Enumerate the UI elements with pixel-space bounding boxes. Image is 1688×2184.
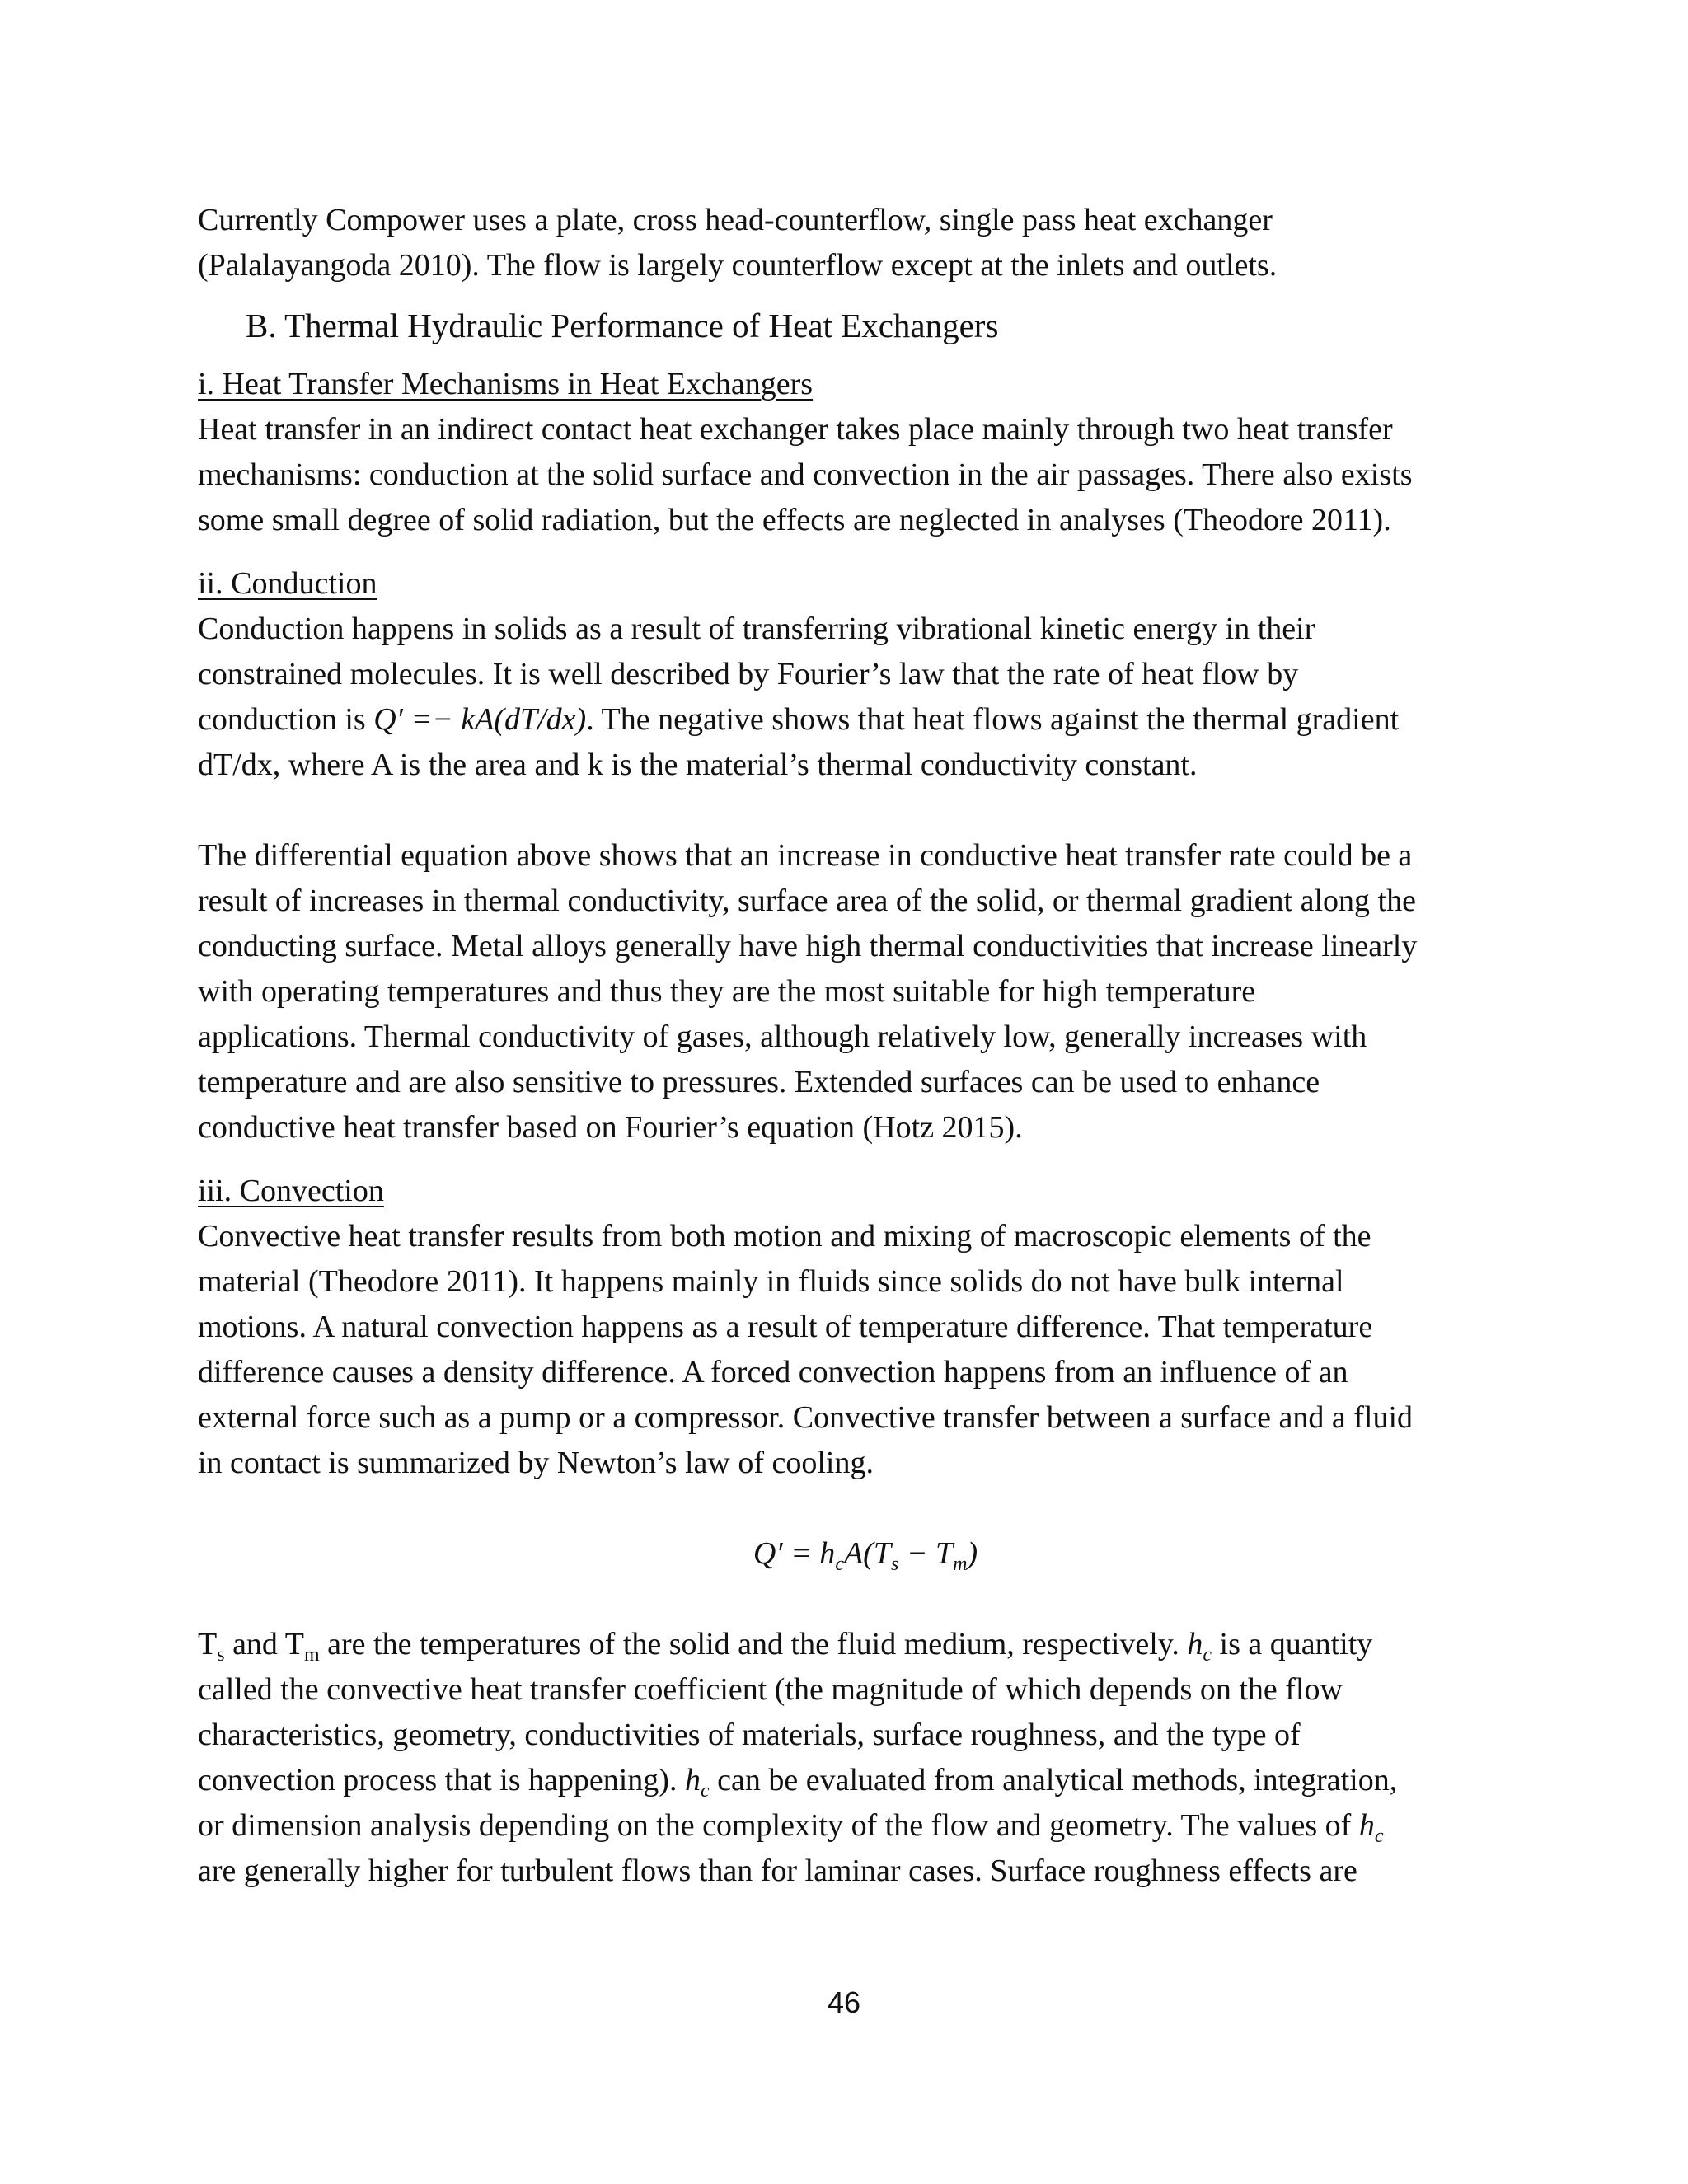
intro-paragraph bbox=[198, 198, 1500, 288]
hc-symbol: $h_c$ bbox=[1358, 1808, 1384, 1847]
mechanisms-paragraph bbox=[198, 407, 1500, 543]
hc-symbol: $h_c$ bbox=[1187, 1627, 1212, 1666]
intro-line-2: (Palalayangoda 2010). The flow is largely counterflow except at the inlets and outlets. bbox=[198, 248, 1278, 283]
convection-line: Convective heat transfer results from both motion and mixing of macroscopic elements of the bbox=[198, 1219, 1372, 1254]
hc-symbol: $h_c$ bbox=[684, 1763, 710, 1802]
convection-paragraph bbox=[198, 1214, 1500, 1486]
mechanisms-line: some small degree of solid radiation, but the effects are neglected in analyses (Theodore 2011). bbox=[198, 503, 1391, 537]
conduction-line: dT/dx, where A is the area and k is the material’s thermal conductivity constant. bbox=[198, 748, 1198, 782]
conduction-line: conducting surface. Metal alloys generally have high thermal conductivities that increase linearly bbox=[198, 929, 1418, 963]
conduction-line: temperature and are also sensitive to pressures. Extended surfaces can be used to enhance bbox=[198, 1065, 1320, 1099]
conduction-line: result of increases in thermal conductivity, surface area of the solid, or thermal gradient along the bbox=[198, 883, 1416, 918]
conduction-line: Conduction happens in solids as a result of transferring vibrational kinetic energy in their bbox=[198, 612, 1315, 646]
coefficient-line: characteristics, geometry, conductivities of materials, surface roughness, and the type of bbox=[198, 1718, 1301, 1752]
conduction-line: conductive heat transfer based on Fourier’s equation (Hotz 2015). bbox=[198, 1110, 1023, 1145]
mechanisms-line: mechanisms: conduction at the solid surface and convection in the air passages. There also exists bbox=[198, 457, 1413, 492]
convection-line: external force such as a pump or a compressor. Convective transfer between a surface and a fluid bbox=[198, 1400, 1414, 1435]
subheading-conduction: ii. Conduction bbox=[198, 566, 377, 601]
page-number: 46 bbox=[827, 1985, 861, 2019]
conduction-line: The differential equation above shows that an increase in conductive heat transfer rate could be a bbox=[198, 838, 1413, 873]
section-heading-b: B. Thermal Hydraulic Performance of Heat Exchangers bbox=[246, 307, 999, 344]
conduction-paragraph-1 bbox=[198, 607, 1500, 788]
conduction-paragraph-2 bbox=[198, 833, 1500, 1151]
conduction-line: constrained molecules. It is well described by Fourier’s law that the rate of heat flow by bbox=[198, 657, 1299, 691]
convection-line: in contact is summarized by Newton’s law of cooling. bbox=[198, 1446, 874, 1480]
subheading-convection: iii. Convection bbox=[198, 1174, 384, 1208]
convection-coefficient-paragraph: $T_s$ and $T_m$ are the temperatures of the solid and the fluid medium, respectively. $h_c$ is a quantity called the convective heat transfer coefficient (the magnitude of which depends on the flow characteristics, geometry, conductivities of materials, surface roughness, and the type of convection process that is happening). $h_c$ can be evaluated from analytical methods, integration, or dimension analysis depending on the complexity of the flow and geometry. The values of $h_c$ are generally higher for turbulent flows than for laminar cases. Surface roughness effects are bbox=[198, 1627, 1398, 1888]
conduction-line: . The negative shows that heat flows against the thermal gradient bbox=[586, 702, 1400, 737]
convection-line: material (Theodore 2011). It happens mainly in fluids since solids do not have bulk internal bbox=[198, 1264, 1344, 1299]
conduction-line: with operating temperatures and thus they are the most suitable for high temperature bbox=[198, 974, 1256, 1009]
conduction-line: conduction is bbox=[198, 702, 374, 737]
convection-line: difference causes a density difference. A forced convection happens from an influence of an bbox=[198, 1355, 1348, 1390]
newton-cooling-equation: $Q' = h_cA(T_s - T_m)$ bbox=[753, 1536, 978, 1575]
coefficient-line: called the convective heat transfer coefficient (the magnitude of which depends on the flow bbox=[198, 1672, 1343, 1707]
document-page bbox=[198, 198, 1500, 1894]
conduction-line: applications. Thermal conductivity of gases, although relatively low, generally increases with bbox=[198, 1019, 1367, 1054]
subheading-heat-transfer-mechanisms: i. Heat Transfer Mechanisms in Heat Exchangers bbox=[198, 367, 814, 401]
intro-line-1: Currently Compower uses a plate, cross head-counterflow, single pass heat exchanger bbox=[198, 203, 1273, 237]
convection-line: motions. A natural convection happens as a result of temperature difference. That temperature bbox=[198, 1310, 1373, 1344]
fourier-law-equation: Q′ =− kA(dT/dx) bbox=[373, 702, 587, 737]
mechanisms-line: Heat transfer in an indirect contact heat exchanger takes place mainly through two heat transfer bbox=[198, 412, 1393, 447]
coefficient-line: are generally higher for turbulent flows than for laminar cases. Surface roughness effects are bbox=[198, 1854, 1357, 1888]
